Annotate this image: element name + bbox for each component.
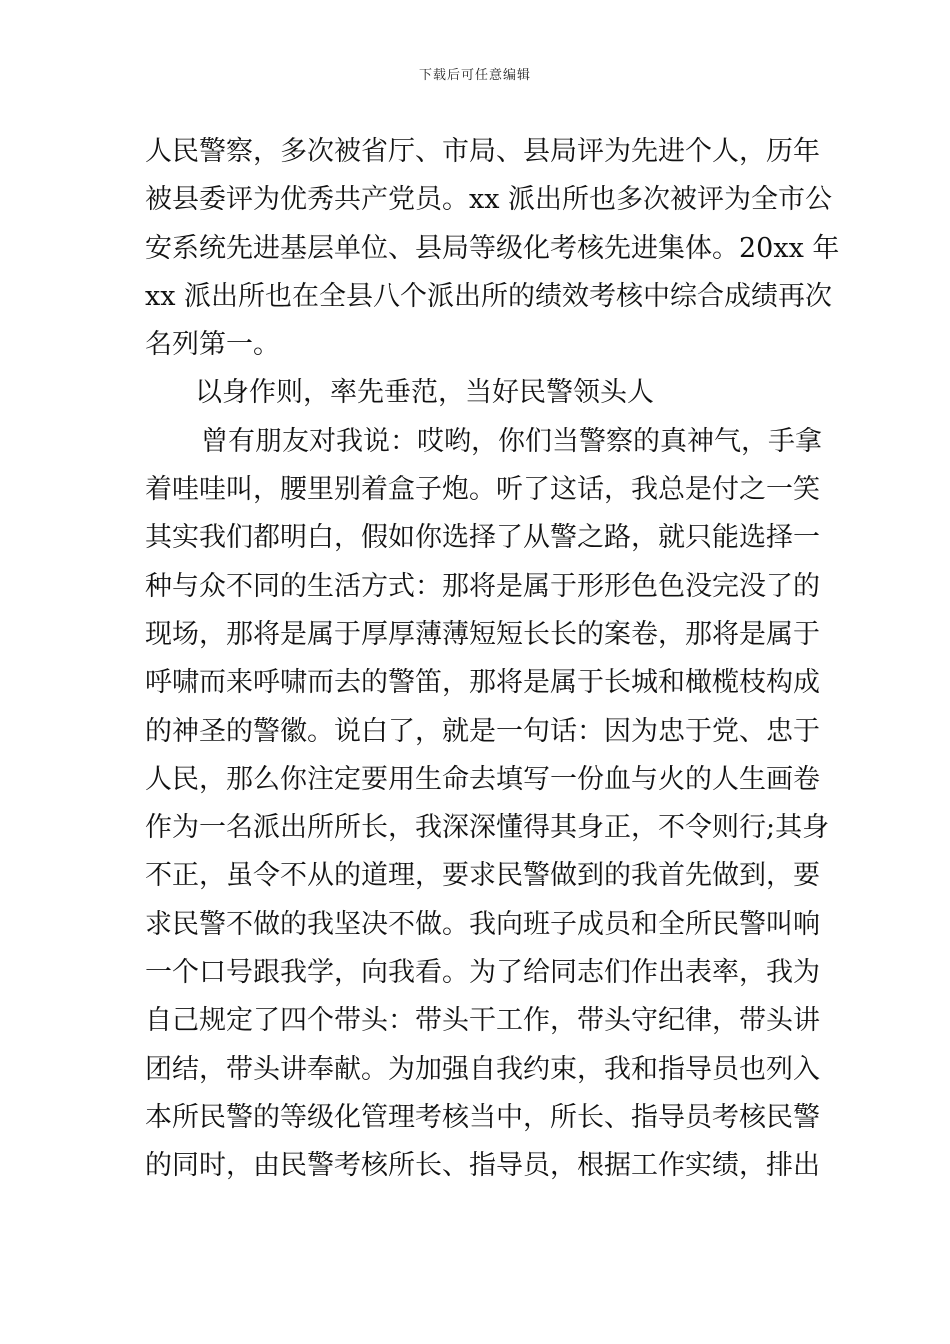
- text-line: 作为一名派出所所长，我深深懂得其身正，不令则行;其身: [145, 812, 830, 844]
- text-line: 安系统先进基层单位、县局等级化考核先进集体。20xx 年: [145, 232, 840, 264]
- text-line: 现场，那将是属于厚厚薄薄短短长长的案卷，那将是属于: [145, 618, 820, 650]
- text-line: 一个口号跟我学，向我看。为了给同志们作出表率，我为: [145, 957, 820, 989]
- text-line: 求民警不做的我坚决不做。我向班子成员和全所民警叫响: [145, 908, 820, 940]
- text-line: 人民警察，多次被省厅、市局、县局评为先进个人，历年: [145, 136, 820, 167]
- text-line: 其实我们都明白，假如你选择了从警之路，就只能选择一: [145, 522, 820, 554]
- section-heading: 以身作则，率先垂范，当好民警领头人: [195, 377, 654, 409]
- text-line: 种与众不同的生活方式：那将是属于形形色色没完没了的: [145, 570, 820, 602]
- text-line: 被县委评为优秀共产党员。xx 派出所也多次被评为全市公: [145, 184, 833, 216]
- text-line: xx 派出所也在全县八个派出所的绩效考核中综合成绩再次: [145, 280, 833, 312]
- document-body: [145, 128, 840, 1191]
- page-header: 下载后可任意编辑: [418, 68, 531, 83]
- text-line: 呼啸而来呼啸而去的警笛，那将是属于长城和橄榄枝构成: [145, 667, 820, 699]
- text-line: 名列第一。: [145, 329, 280, 361]
- text-line: 的神圣的警徽。说白了，就是一句话：因为忠于党、忠于: [145, 715, 820, 747]
- text-line: 不正，虽令不从的道理，要求民警做到的我首先做到，要: [145, 860, 820, 892]
- text-line: 曾有朋友对我说：哎哟，你们当警察的真神气，手拿: [201, 425, 822, 457]
- text-line: 的同时，由民警考核所长、指导员，根据工作实绩，排出: [145, 1150, 820, 1182]
- text-line: 着哇哇叫，腰里别着盒子炮。听了这话，我总是付之一笑: [145, 474, 820, 506]
- text-line: 人民，那么你注定要用生命去填写一份血与火的人生画卷: [145, 763, 820, 795]
- text-line: 团结，带头讲奉献。为加强自我约束，我和指导员也列入: [145, 1053, 820, 1085]
- text-line: 本所民警的等级化管理考核当中，所长、指导员考核民警: [145, 1101, 820, 1133]
- text-line: 自己规定了四个带头：带头干工作，带头守纪律，带头讲: [145, 1005, 820, 1037]
